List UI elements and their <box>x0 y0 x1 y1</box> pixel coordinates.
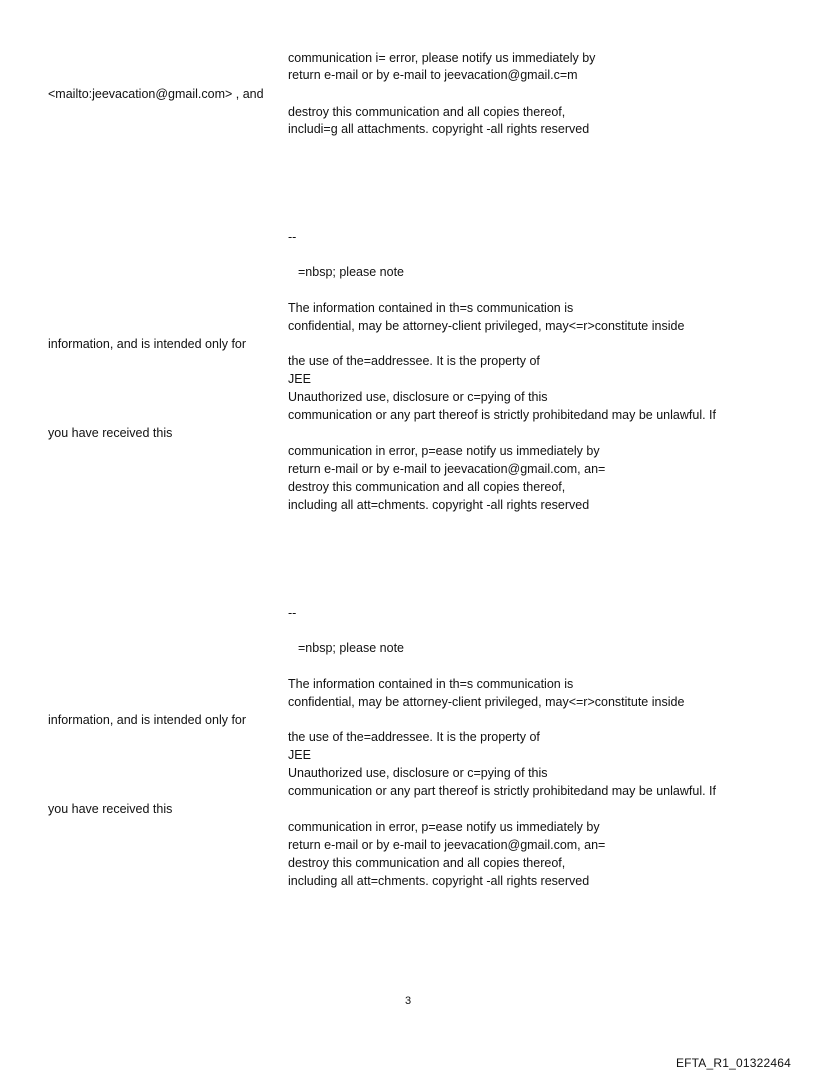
text-line: including all att=chments. copyright -all rights reserved <box>288 874 590 888</box>
separator-dashes: -- <box>288 606 297 620</box>
please-note: =nbsp; please note <box>298 641 404 655</box>
text-line: return e-mail or by e-mail to jeevacation@gmail.com, an= <box>288 462 606 476</box>
text-line: JEE <box>288 748 311 762</box>
text-line: communication i= error, please notify us immediately by <box>288 51 596 65</box>
text-line: communication in error, p=ease notify us immediately by <box>288 444 600 458</box>
page-number: 3 <box>404 995 412 1007</box>
side-text: information, and is intended only for <box>48 337 247 351</box>
side-text: information, and is intended only for <box>48 713 247 727</box>
text-line: destroy this communication and all copies thereof, <box>288 480 566 494</box>
document-id: EFTA_R1_01322464 <box>675 1056 791 1070</box>
text-line: JEE <box>288 372 311 386</box>
text-line: confidential, may be attorney-client privileged, may<=r>constitute inside <box>288 695 685 709</box>
text-line: destroy this communication and all copies thereof, <box>288 856 566 870</box>
text-line: includi=g all attachments. copyright -all rights reserved <box>288 122 590 136</box>
separator-dashes: -- <box>288 230 297 244</box>
side-text: you have received this <box>48 426 173 440</box>
text-line: including all att=chments. copyright -all rights reserved <box>288 498 590 512</box>
side-text: you have received this <box>48 802 173 816</box>
text-line: Unauthorized use, disclosure or c=pying of this <box>288 766 548 780</box>
text-line: confidential, may be attorney-client privileged, may<=r>constitute inside <box>288 319 685 333</box>
text-line: return e-mail or by e-mail to jeevacation@gmail.com, an= <box>288 838 606 852</box>
text-line: the use of the=addressee. It is the property of <box>288 730 540 744</box>
text-line: destroy this communication and all copies thereof, <box>288 105 566 119</box>
text-line: communication in error, p=ease notify us immediately by <box>288 820 600 834</box>
text-line: return e-mail or by e-mail to jeevacation@gmail.c=m <box>288 68 578 82</box>
text-line: Unauthorized use, disclosure or c=pying of this <box>288 390 548 404</box>
please-note: =nbsp; please note <box>298 265 404 279</box>
text-line: the use of the=addressee. It is the property of <box>288 354 540 368</box>
text-line: communication or any part thereof is strictly prohibitedand may be unlawful. If <box>288 408 716 422</box>
side-text: <mailto:jeevacation@gmail.com> , and <box>48 87 264 101</box>
text-line: The information contained in th=s communication is <box>288 677 574 691</box>
text-line: communication or any part thereof is strictly prohibitedand may be unlawful. If <box>288 784 716 798</box>
text-line: The information contained in th=s communication is <box>288 301 574 315</box>
